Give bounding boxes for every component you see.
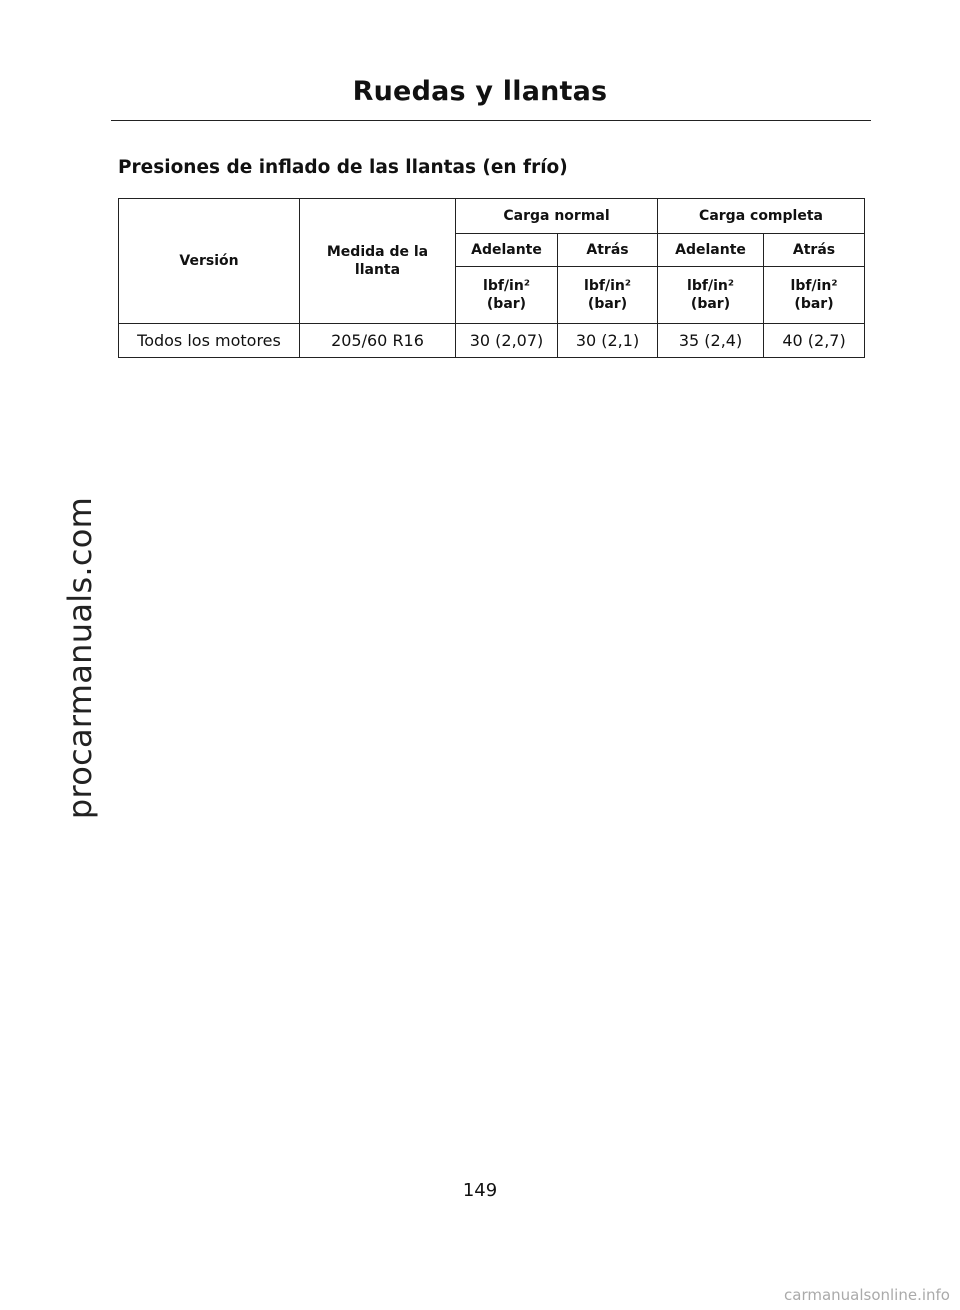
- unit-label: lbf/in²: [584, 278, 631, 294]
- header-divider: [111, 120, 871, 121]
- pressure-cell: 30 (2,07): [456, 324, 558, 358]
- tire-pressure-table: [118, 198, 865, 358]
- unit-label: (bar): [794, 296, 834, 312]
- header-rear-normal: Atrás: [558, 234, 658, 267]
- table-row: [119, 324, 865, 358]
- header-version: Versión: [119, 199, 300, 324]
- section-heading: Presiones de inflado de las llantas (en frío): [118, 157, 568, 178]
- unit-label: lbf/in²: [790, 278, 838, 294]
- unit-cell: [558, 267, 658, 324]
- pressure-cell: 30 (2,1): [558, 324, 658, 358]
- version-cell: Todos los motores: [119, 324, 300, 358]
- side-watermark: procarmanuals.com: [61, 496, 99, 820]
- page-number: 149: [462, 1180, 498, 1201]
- unit-label: lbf/in²: [687, 278, 734, 294]
- unit-label: (bar): [486, 296, 527, 312]
- header-tire-size: Medida de la llanta: [300, 199, 456, 324]
- header-front-normal: Adelante: [456, 234, 558, 267]
- page-title: Ruedas y llantas: [352, 76, 608, 107]
- header-rear-full: Atrás: [764, 234, 865, 267]
- pressure-cell: 35 (2,4): [658, 324, 764, 358]
- header-front-full: Adelante: [658, 234, 764, 267]
- tire-size-cell: 205/60 R16: [300, 324, 456, 358]
- unit-label: (bar): [587, 296, 628, 312]
- unit-cell: [764, 267, 865, 324]
- unit-label: lbf/in²: [483, 278, 530, 294]
- unit-cell: [658, 267, 764, 324]
- table-header-row: [119, 199, 865, 234]
- unit-cell: [456, 267, 558, 324]
- pressure-cell: 40 (2,7): [764, 324, 865, 358]
- unit-label: (bar): [690, 296, 731, 312]
- header-normal-load: Carga normal: [456, 199, 658, 234]
- header-full-load: Carga completa: [658, 199, 865, 234]
- footer-watermark: carmanualsonline.info: [784, 1286, 950, 1304]
